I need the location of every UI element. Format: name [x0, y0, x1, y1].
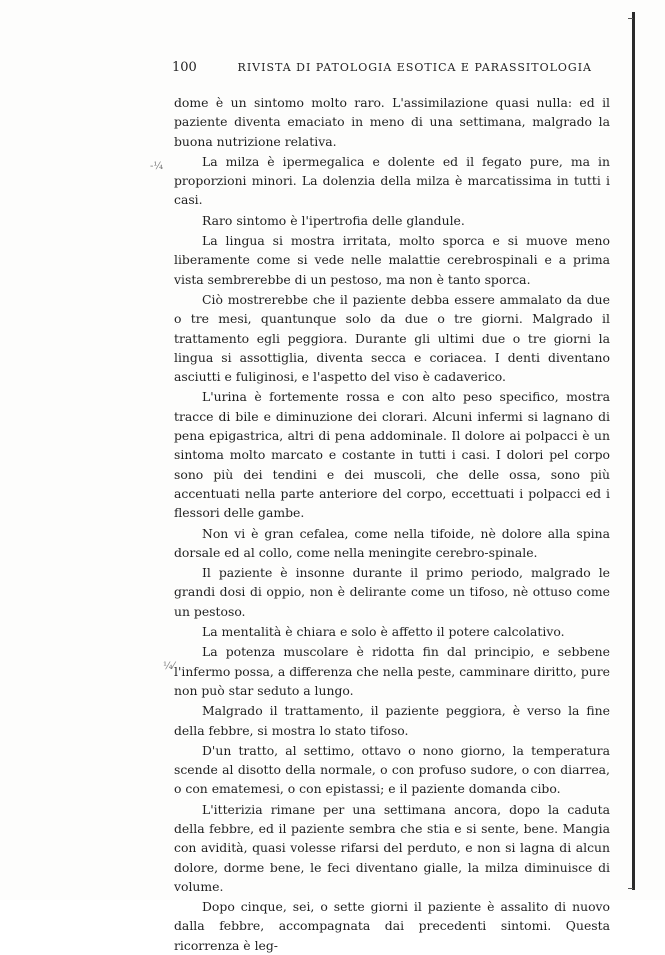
paragraph: Raro sintomo è l'ipertrofia delle glandule. [202, 212, 465, 228]
paragraph: La milza è ipermegalica e dolente ed il fegato pure, ma in proporzioni minori. La dolenzia della milza è marcatissima in tutti i casi. [174, 153, 610, 208]
paragraph: La potenza muscolare è ridotta fin dal principio, e sebbene l'infermo possa, a differenza che nella peste, camminare diritto, pure non può star seduto a lungo. [174, 644, 610, 698]
edge-tick [628, 888, 633, 889]
paragraph: La lingua si mostra irritata, molto sporca e si muove meno liberamente come si vede nelle malattie cerebrospinali e a prima vista sembrerebbe di un pestoso, ma non è tanto sporca. [174, 233, 610, 287]
body-text [174, 93, 610, 955]
edge-tick [628, 18, 633, 19]
paragraph: Malgrado il trattamento, il paziente peggiora, è verso la fine della febbre, si mostra lo stato tifoso. [174, 703, 610, 738]
page-edge-line [632, 12, 635, 890]
margin-mark: ¼⁄ [163, 661, 175, 672]
paragraph: L'itterizia rimane per una settimana ancora, dopo la caduta della febbre, ed il paziente sembra che stia e si sente, bene. Mangia con avidità, quasi volesse rifarsi del perduto, e non si lagna di alcun dolore, dorme bene, le feci diventano gialle, la milza diminuisce di volume. [174, 801, 610, 894]
paragraph: L'urina è fortemente rossa e con alto peso specifico, mostra tracce di bile e diminuzione dei clorari. Alcuni infermi si lagnano di pena epigastrica, altri di pena addominale. Il dolore ai polpacci è un sintoma molto marcato e costante in tutti i casi. I dolori pel corpo sono più dei tendini e dei muscoli, che delle ossa, sono più accentuati nella parte anteriore del corpo, eccettuati i polpacci ed i flessori delle gambe. [174, 389, 610, 521]
running-head [172, 60, 592, 82]
paragraph: Il paziente è insonne durante il primo periodo, malgrado le grandi dosi di oppio, non è delirante come un tifoso, nè ottuso come un pestoso. [174, 565, 610, 619]
page-number: 100 [172, 60, 197, 75]
paragraph: Ciò mostrerebbe che il paziente debba essere ammalato da due o tre mesi, quantunque solo da due o tre giorni. Malgrado il trattamento egli peggiora. Durante gli ultimi due o tre giorni la lingua si assottiglia, diventa secca e coriacea. I denti diventano asciutti e fuliginosi, e l'aspetto del viso è cadaverico. [174, 291, 610, 385]
paragraph: D'un tratto, al settimo, ottavo o nono giorno, la temperatura scende al disotto della normale, o con profuso sudore, o con diarrea, o con ematemesi, o con epistassi; e il paziente domanda cibo. [174, 742, 610, 797]
journal-title: RIVISTA DI PATOLOGIA ESOTICA E PARASSITOLOGIA [237, 61, 592, 74]
paragraph: dome è un sintomo molto raro. L'assimilazione quasi nulla: ed il paziente diventa emaciato in meno di una settimana, malgrado la buona nutrizione relativa. [174, 95, 610, 149]
margin-mark: -¼ [150, 161, 164, 172]
paragraph: Non vi è gran cefalea, come nella tifoide, nè dolore alla spina dorsale ed al collo, come nella meningite cerebro-spinale. [174, 525, 610, 560]
paragraph: La mentalità è chiara e solo è affetto il potere calcolativo. [202, 624, 565, 640]
paragraph: Dopo cinque, sei, o sette giorni il paziente è assalito di nuovo dalla febbre, accompagnata dai precedenti sintomi. Questa ricorrenza è leg- [174, 899, 610, 953]
